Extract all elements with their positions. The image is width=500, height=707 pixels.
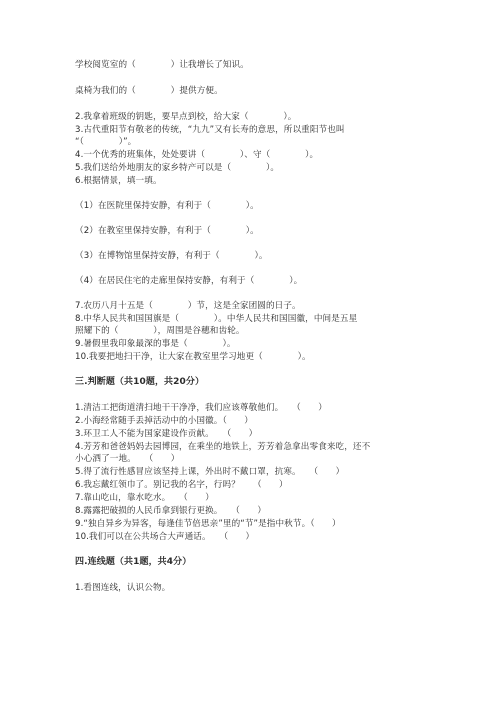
question-line: 1.看图连线，认识公物。 bbox=[75, 583, 171, 593]
section-title: 四.连线题（共1题，共4分） bbox=[75, 557, 192, 567]
question-line: 3.环卫工人不能为国家建设作贡献。 （ ） bbox=[75, 429, 258, 439]
question-line: 照耀下的（ ），周围是谷穗和齿轮。 bbox=[75, 326, 245, 336]
question-line: 3.古代重阳节有敬老的传统，“九九”又有长寿的意思，所以重阳节也叫 bbox=[75, 125, 345, 135]
question-line: 小心洒了一地。 （ ） bbox=[75, 454, 180, 464]
question-line: 10.我们可以在公共场合大声通话。 （ ） bbox=[75, 532, 255, 542]
question-line: 9.“独自异乡为异客，每逢佳节倍思亲”里的“节”是指中秋节。（ ） bbox=[75, 519, 341, 529]
question-line: （3）在博物馆里保持安静，有利于（ ）。 bbox=[75, 251, 268, 261]
section-title: 三.判断题（共10题，共20分） bbox=[75, 377, 205, 387]
question-line: 2.我拿着班级的钥匙，要早点到校，给大家（ ）。 bbox=[75, 112, 297, 122]
question-line: 6.根据情景，填一填。 bbox=[75, 176, 162, 186]
question-line: “（ ）”。 bbox=[75, 137, 137, 147]
question-line: 学校阅览室的（ ）让我增长了知识。 bbox=[75, 60, 249, 70]
question-line: 9.暑假里我印象最深的事是（ ）。 bbox=[75, 339, 236, 349]
question-line: 桌椅为我们的（ ）提供方便。 bbox=[75, 86, 223, 96]
question-line: （4）在居民住宅的走廊里保持安静，有利于（ ）。 bbox=[75, 276, 303, 286]
question-line: 8.中华人民共和国国旗是（ ）。中华人民共和国国徽，中间是五星 bbox=[75, 314, 358, 324]
question-line: 5.我们送给外地朋友的家乡特产可以是（ ）。 bbox=[75, 163, 280, 173]
question-line: （2）在教室里保持安静，有利于（ ）。 bbox=[75, 226, 259, 236]
question-line: 4.芳芳和爸爸妈妈去园博园，在乘坐的地铁上，芳芳着急拿出零食来吃，还不 bbox=[75, 442, 371, 452]
question-line: 1.清洁工把街道清扫地干干净净，我们应该尊敬他们。 （ ） bbox=[75, 403, 327, 413]
question-line: （1）在医院里保持安静，有利于（ ）。 bbox=[75, 201, 259, 211]
question-line: 7.靠山吃山，靠水吃水。 （ ） bbox=[75, 493, 214, 503]
question-line: 10.我要把地扫干净，让大家在教室里学习地更（ ）。 bbox=[75, 352, 311, 362]
question-line: 7.农历八月十五是（ ）节，这是全家团圆的日子。 bbox=[75, 301, 301, 311]
question-line: 6.我忘戴红领巾了。别记我的名字，行吗？ （ ） bbox=[75, 480, 288, 490]
question-line: 2.小海经常随手丢掉活动中的小国徽。（ ） bbox=[75, 416, 253, 426]
question-line: 5.得了流行性感冒应该坚持上课，外出时不戴口罩，抗寒。 （ ） bbox=[75, 467, 345, 477]
question-line: 8.露露把破损的人民币拿到银行更换。 （ ） bbox=[75, 506, 267, 516]
question-line: 4.一个优秀的班集体，处处要讲（ ）、守（ ）。 bbox=[75, 150, 319, 160]
